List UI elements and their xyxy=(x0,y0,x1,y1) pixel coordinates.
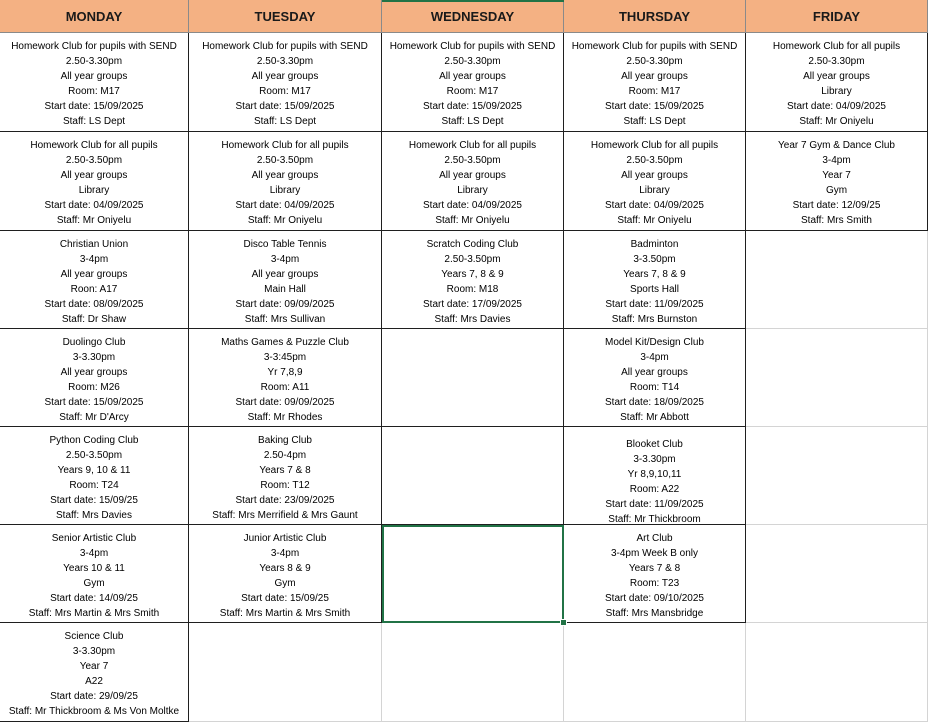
club-cell-monday-4[interactable] xyxy=(0,329,189,427)
club-year-groups: Year 7 xyxy=(822,170,851,181)
club-name: Art Club xyxy=(636,533,673,544)
club-start-date: Start date: 23/09/2025 xyxy=(235,495,335,506)
empty-cell-friday-7[interactable] xyxy=(746,623,928,722)
empty-cell-wednesday-6[interactable] xyxy=(382,525,564,623)
club-start-date: Start date: 04/09/2025 xyxy=(605,200,704,211)
club-year-groups: All year groups xyxy=(60,269,128,280)
club-year-groups: All year groups xyxy=(60,71,128,82)
club-start-date: Start date: 09/09/2025 xyxy=(235,299,335,310)
club-start-date: Start date: 15/09/25 xyxy=(50,495,138,506)
club-start-date: Start date: 09/09/2025 xyxy=(235,397,335,408)
club-cell-thursday-2[interactable] xyxy=(564,132,746,231)
club-name: Scratch Coding Club xyxy=(426,239,519,250)
club-cell-tuesday-3[interactable] xyxy=(189,231,382,329)
club-year-groups: Yr 8,9,10,11 xyxy=(627,469,682,480)
club-start-date: Start date: 18/09/2025 xyxy=(605,397,704,408)
club-start-date: Start date: 04/09/2025 xyxy=(235,200,335,211)
club-cell-friday-2[interactable] xyxy=(746,132,928,231)
club-year-groups: All year groups xyxy=(251,170,319,181)
club-room: Room: M17 xyxy=(628,86,681,97)
club-staff: Staff: Dr Shaw xyxy=(61,314,127,325)
club-staff: Staff: Mrs Sullivan xyxy=(244,314,326,325)
empty-cell-friday-3[interactable] xyxy=(746,231,928,329)
club-time: 2.50-3.50pm xyxy=(65,155,123,166)
club-staff: Staff: Mr D'Arcy xyxy=(59,412,129,423)
club-cell-thursday-4[interactable] xyxy=(564,329,746,427)
club-room: Room: M17 xyxy=(68,86,120,97)
club-room: Room: T14 xyxy=(629,382,680,393)
club-room: Library xyxy=(78,185,110,196)
club-year-groups: Years 7, 8 & 9 xyxy=(441,269,504,280)
club-time: 2.50-3.50pm xyxy=(65,450,123,461)
club-time: 3-4pm xyxy=(270,548,300,559)
club-start-date: Start date: 14/09/25 xyxy=(50,593,138,604)
club-staff: Staff: Mr Thickbroom xyxy=(608,514,701,525)
header-monday[interactable]: MONDAY xyxy=(0,0,189,33)
club-year-groups: Yr 7,8,9 xyxy=(267,367,303,378)
club-start-date: Start date: 15/09/2025 xyxy=(605,101,704,112)
club-cell-thursday-5[interactable] xyxy=(564,427,746,525)
club-time: 3-3.30pm xyxy=(72,352,116,363)
empty-cell-friday-6[interactable] xyxy=(746,525,928,623)
club-name: Junior Artistic Club xyxy=(243,533,327,544)
club-year-groups: Years 10 & 11 xyxy=(63,563,125,574)
club-room: Room: T23 xyxy=(629,578,680,589)
club-cell-thursday-6[interactable] xyxy=(564,525,746,623)
club-cell-tuesday-2[interactable] xyxy=(189,132,382,231)
club-time: 2.50-3.50pm xyxy=(256,155,314,166)
club-name: Science Club xyxy=(64,631,124,642)
club-staff: Staff: LS Dept xyxy=(253,116,317,127)
club-start-date: Start date: 08/09/2025 xyxy=(44,299,144,310)
club-year-groups: All year groups xyxy=(439,170,506,181)
empty-cell-wednesday-7[interactable] xyxy=(382,623,564,722)
club-year-groups: All year groups xyxy=(621,71,688,82)
club-staff: Staff: LS Dept xyxy=(62,116,126,127)
header-friday[interactable]: FRIDAY xyxy=(746,0,928,33)
club-start-date: Start date: 15/09/2025 xyxy=(44,397,144,408)
club-year-groups: All year groups xyxy=(60,170,128,181)
club-staff: Staff: Mrs Smith xyxy=(801,215,872,226)
club-cell-friday-1[interactable] xyxy=(746,33,928,132)
club-time: 3-3:45pm xyxy=(263,352,307,363)
club-staff: Staff: Mrs Davies xyxy=(434,314,511,325)
club-name: Duolingo Club xyxy=(62,337,126,348)
club-name: Disco Table Tennis xyxy=(243,239,327,250)
club-name: Year 7 Gym & Dance Club xyxy=(778,140,895,151)
club-room: Room: M18 xyxy=(446,284,499,295)
club-name: Python Coding Club xyxy=(49,435,139,446)
club-staff: Staff: Mr Oniyelu xyxy=(247,215,323,226)
club-cell-tuesday-5[interactable] xyxy=(189,427,382,525)
club-name: Homework Club for all pupils xyxy=(30,140,158,151)
club-start-date: Start date: 17/09/2025 xyxy=(423,299,522,310)
club-start-date: Start date: 29/09/25 xyxy=(50,691,138,702)
club-room: Room: A11 xyxy=(260,382,310,393)
empty-cell-wednesday-4[interactable] xyxy=(382,329,564,427)
club-room: A22 xyxy=(85,676,103,687)
club-year-groups: Years 9, 10 & 11 xyxy=(57,465,131,476)
club-cell-tuesday-1[interactable] xyxy=(189,33,382,132)
club-room: Sports Hall xyxy=(630,284,679,295)
club-room: Room: T12 xyxy=(260,480,310,491)
club-start-date: Start date: 12/09/25 xyxy=(792,200,881,211)
club-cell-monday-1[interactable] xyxy=(0,33,189,132)
club-staff: Staff: Mrs Martin & Mrs Smith xyxy=(28,608,160,619)
club-cell-monday-7[interactable] xyxy=(0,623,189,722)
club-room: Library xyxy=(639,185,670,196)
club-time: 2.50-3.30pm xyxy=(65,56,123,67)
club-start-date: Start date: 15/09/2025 xyxy=(423,101,522,112)
club-start-date: Start date: 04/09/2025 xyxy=(44,200,144,211)
club-staff: Staff: Mr Oniyelu xyxy=(56,215,132,226)
club-time: 2.50-3.30pm xyxy=(808,56,865,67)
club-name: Maths Games & Puzzle Club xyxy=(221,337,349,348)
club-start-date: Start date: 15/09/2025 xyxy=(44,101,144,112)
club-year-groups: Years 8 & 9 xyxy=(259,563,311,574)
club-year-groups: All year groups xyxy=(439,71,506,82)
club-room: Library xyxy=(821,86,852,97)
club-start-date: Start date: 15/09/2025 xyxy=(235,101,335,112)
club-cell-thursday-3[interactable] xyxy=(564,231,746,329)
club-staff: Staff: Mr Oniyelu xyxy=(617,215,692,226)
club-time: 3-4pm xyxy=(640,352,669,363)
club-year-groups: All year groups xyxy=(251,71,319,82)
club-name: Homework Club for all pupils xyxy=(221,140,349,151)
empty-cell-friday-4[interactable] xyxy=(746,329,928,427)
empty-cell-tuesday-7[interactable] xyxy=(189,623,382,722)
header-wednesday[interactable]: WEDNESDAY xyxy=(382,0,564,33)
club-time: 3-4pm xyxy=(79,548,109,559)
club-name: Homework Club for pupils with SEND xyxy=(389,41,556,52)
club-year-groups: Years 7 & 8 xyxy=(628,563,681,574)
club-staff: Staff: Mrs Burnston xyxy=(611,314,698,325)
club-time: 3-3.30pm xyxy=(633,454,676,465)
club-staff: Staff: Mrs Davies xyxy=(56,510,132,521)
club-staff: Staff: Mr Abbott xyxy=(620,412,689,423)
club-time: 2.50-3.50pm xyxy=(444,155,501,166)
club-name: Homework Club for all pupils xyxy=(408,140,537,151)
club-year-groups: Years 7 & 8 xyxy=(259,465,311,476)
club-staff: Staff: Mr Rhodes xyxy=(247,412,323,423)
club-room: Room: M17 xyxy=(446,86,499,97)
club-time: 3-4pm xyxy=(79,254,109,265)
club-year-groups: All year groups xyxy=(251,269,319,280)
club-name: Homework Club for all pupils xyxy=(772,41,901,52)
club-start-date: Start date: 04/09/2025 xyxy=(423,200,522,211)
club-start-date: Start date: 15/09/25 xyxy=(241,593,329,604)
club-cell-monday-2[interactable] xyxy=(0,132,189,231)
club-staff: Staff: Mr Oniyelu xyxy=(435,215,510,226)
club-staff: Staff: LS Dept xyxy=(441,116,504,127)
empty-cell-friday-5[interactable] xyxy=(746,427,928,525)
club-cell-thursday-1[interactable] xyxy=(564,33,746,132)
club-year-groups: All year groups xyxy=(621,367,688,378)
club-time: 2.50-4pm xyxy=(263,450,307,461)
club-room: Room: A22 xyxy=(629,484,680,495)
club-name: Homework Club for all pupils xyxy=(590,140,719,151)
empty-cell-wednesday-5[interactable] xyxy=(382,427,564,525)
club-name: Baking Club xyxy=(258,435,312,446)
club-room: Gym xyxy=(274,578,296,589)
club-room: Library xyxy=(269,185,301,196)
club-name: Christian Union xyxy=(59,239,129,250)
club-start-date: Start date: 11/09/2025 xyxy=(605,499,704,510)
club-name: Badminton xyxy=(630,239,679,250)
club-room: Roon: A17 xyxy=(70,284,118,295)
club-name: Model Kit/Design Club xyxy=(605,337,704,348)
club-name: Senior Artistic Club xyxy=(51,533,137,544)
club-year-groups: Years 7, 8 & 9 xyxy=(623,269,686,280)
club-name: Blooket Club xyxy=(626,439,683,450)
club-room: Main Hall xyxy=(264,284,306,295)
club-year-groups: Year 7 xyxy=(79,661,109,672)
club-time: 2.50-3.50pm xyxy=(444,254,501,265)
club-staff: Staff: Mr Thickbroom & Ms Von Moltke xyxy=(8,706,180,717)
header-thursday[interactable]: THURSDAY xyxy=(564,0,746,33)
header-tuesday[interactable]: TUESDAY xyxy=(189,0,382,33)
club-room: Library xyxy=(457,185,488,196)
club-cell-wednesday-3[interactable] xyxy=(382,231,564,329)
fill-handle[interactable] xyxy=(560,619,567,626)
club-time: 3-4pm xyxy=(822,155,851,166)
club-cell-monday-3[interactable] xyxy=(0,231,189,329)
club-time: 2.50-3.50pm xyxy=(626,155,683,166)
club-year-groups: All year groups xyxy=(621,170,688,181)
club-staff: Staff: Mrs Martin & Mrs Smith xyxy=(219,608,351,619)
club-time: 3-4pm Week B only xyxy=(610,548,699,559)
club-staff: Staff: Mr Oniyelu xyxy=(799,116,874,127)
club-name: Homework Club for pupils with SEND xyxy=(571,41,738,52)
club-room: Gym xyxy=(825,185,848,196)
club-name: Homework Club for pupils with SEND xyxy=(202,41,368,52)
club-start-date: Start date: 11/09/2025 xyxy=(605,299,704,310)
club-cell-tuesday-4[interactable] xyxy=(189,329,382,427)
club-room: Room: M17 xyxy=(259,86,311,97)
club-cell-monday-6[interactable] xyxy=(0,525,189,623)
club-cell-wednesday-2[interactable] xyxy=(382,132,564,231)
club-time: 3-3.50pm xyxy=(633,254,676,265)
club-room: Room: M26 xyxy=(68,382,120,393)
club-name: Homework Club for pupils with SEND xyxy=(11,41,177,52)
club-room: Room: T24 xyxy=(69,480,119,491)
club-year-groups: All year groups xyxy=(60,367,128,378)
active-column-indicator xyxy=(382,0,564,2)
club-time: 3-3.30pm xyxy=(72,646,116,657)
empty-cell-thursday-7[interactable] xyxy=(564,623,746,722)
club-room: Gym xyxy=(83,578,105,589)
club-cell-tuesday-6[interactable] xyxy=(189,525,382,623)
club-staff: Staff: Mrs Mansbridge xyxy=(605,608,704,619)
club-start-date: Start date: 04/09/2025 xyxy=(787,101,886,112)
club-year-groups: All year groups xyxy=(803,71,870,82)
club-start-date: Start date: 09/10/2025 xyxy=(605,593,704,604)
club-staff: Staff: Mrs Merrifield & Mrs Gaunt xyxy=(212,510,358,521)
club-cell-monday-5[interactable] xyxy=(0,427,189,525)
club-time: 2.50-3.30pm xyxy=(256,56,314,67)
club-cell-wednesday-1[interactable] xyxy=(382,33,564,132)
club-time: 2.50-3.30pm xyxy=(444,56,501,67)
club-staff: Staff: LS Dept xyxy=(623,116,686,127)
club-time: 3-4pm xyxy=(270,254,300,265)
club-time: 2.50-3.30pm xyxy=(626,56,683,67)
